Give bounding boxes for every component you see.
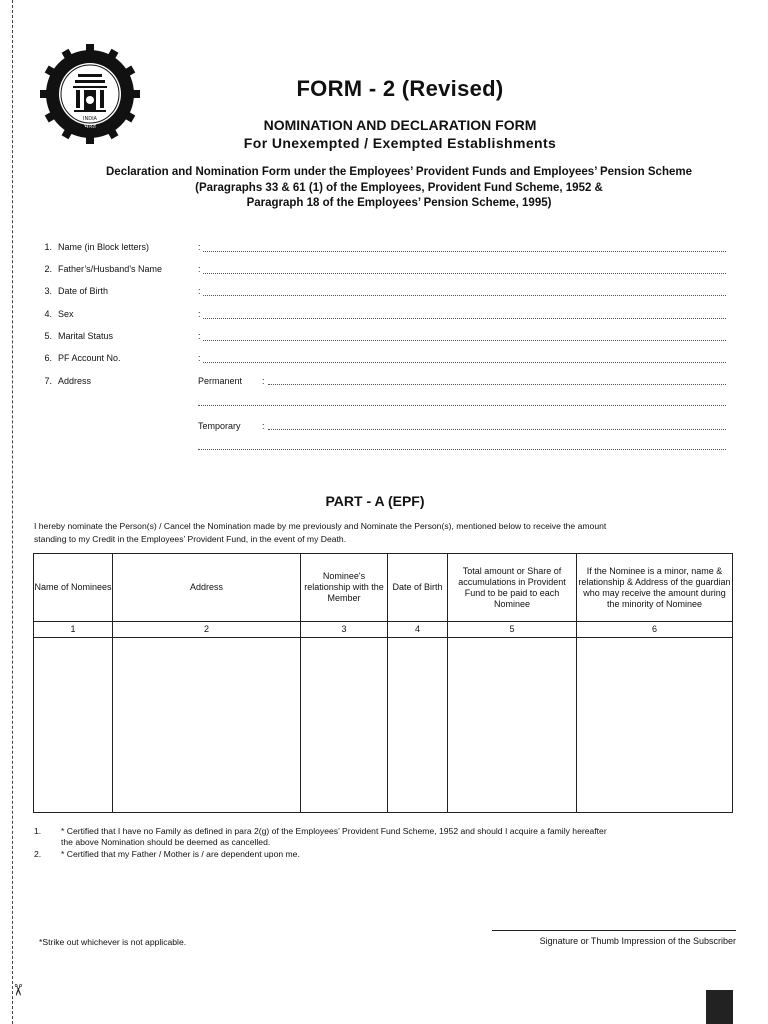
name-input-line[interactable]: [203, 251, 726, 252]
col-header-share: Total amount or Share of accumulations in Provident Fund to be paid to each Nominee: [458, 565, 566, 609]
nominee-entry-area[interactable]: [34, 638, 732, 811]
field-name: 1. Name (in Block letters) :: [38, 242, 738, 256]
note-number: 1.: [34, 826, 42, 836]
field-label: Marital Status: [58, 331, 114, 341]
dependency-note: * Certified that my Father / Mother is / are dependent upon me.: [61, 849, 300, 859]
epfo-emblem: [40, 44, 140, 144]
declaration-line: Declaration and Nomination Form under the Employees’ Provident Funds and Employees’ Pension Scheme: [106, 166, 692, 178]
field-date-of-birth: 3. Date of Birth :: [38, 286, 738, 300]
col-number: 1: [70, 624, 76, 634]
col-number: 4: [414, 624, 420, 634]
field-label: Father’s/Husband’s Name: [58, 264, 163, 274]
field-label: PF Account No.: [58, 353, 121, 363]
address-permanent-label: Permanent: [198, 376, 243, 386]
dob-input-line[interactable]: [203, 295, 726, 296]
declaration-line: Paragraph 18 of the Employees’ Pension Scheme, 1995): [246, 197, 552, 209]
field-address: 7. Address: [44, 376, 92, 386]
col-header-guardian: If the Nominee is a minor, name & relationship & Address of the guardian who may receive the amount during the minority of Nominee: [578, 565, 731, 609]
page-marker: [706, 990, 733, 1024]
address-temporary-label: Temporary: [198, 421, 241, 431]
form-title: FORM - 2 (Revised): [296, 76, 504, 101]
col-header-name: Name of Nominees: [34, 582, 112, 592]
part-a-heading: PART - A (EPF): [325, 493, 425, 509]
field-label: Name (in Block letters): [58, 242, 150, 252]
svg-text:भारत: भारत: [84, 123, 96, 130]
col-number: 3: [341, 624, 347, 634]
field-sex: 4. Sex :: [38, 309, 738, 323]
svg-text:INDIA: INDIA: [83, 116, 97, 122]
col-header-relationship: Nominee's relationship with the Member: [304, 571, 384, 603]
field-pf-account-no: 6. PF Account No. :: [38, 353, 738, 367]
col-number: 6: [651, 624, 657, 634]
certification-note-cont: the above Nomination should be deemed as cancelled.: [61, 837, 271, 847]
form-subtitle: NOMINATION AND DECLARATION FORM: [263, 117, 537, 133]
father-husband-input-line[interactable]: [203, 273, 726, 274]
field-label: Address: [58, 376, 92, 386]
certification-note: * Certified that I have no Family as defined in para 2(g) of the Employees’ Provident Fund Scheme, 1952 and should I acquire a family hereafter: [61, 826, 607, 836]
col-number: 2: [203, 624, 209, 634]
cut-line: [12, 0, 13, 1024]
field-marital-status: 5. Marital Status :: [38, 331, 738, 345]
col-header-dob: Date of Birth: [392, 582, 443, 592]
col-number: 5: [509, 624, 515, 634]
col-header-address: Address: [189, 582, 224, 592]
scissors-icon: ✂: [8, 983, 26, 997]
nomination-paragraph: I hereby nominate the Person(s) / Cancel the Nomination made by me previously and Nominate the Person(s), mentioned below to receive the amount: [34, 521, 607, 531]
signature-label: Signature or Thumb Impression of the Subscriber: [539, 936, 736, 946]
declaration-line: (Paragraphs 33 & 61 (1) of the Employees, Provident Fund Scheme, 1952 &: [195, 182, 603, 194]
form-subtitle-secondary: For Unexempted / Exempted Establishments: [243, 135, 557, 151]
permanent-address-input-line-2[interactable]: [198, 405, 726, 406]
nomination-paragraph-cont: standing to my Credit in the Employees’ Provident Fund, in the event of my Death.: [34, 534, 347, 544]
field-label: Date of Birth: [58, 286, 109, 296]
temporary-address-input-line-2[interactable]: [198, 449, 726, 450]
marital-status-input-line[interactable]: [203, 340, 726, 341]
nominee-table: [33, 553, 733, 813]
permanent-address-input-line[interactable]: [268, 384, 726, 385]
field-father-husband-name: 2. Father’s/Husband’s Name :: [38, 264, 738, 278]
sex-input-line[interactable]: [203, 318, 726, 319]
temporary-address-input-line[interactable]: [268, 429, 726, 430]
strike-out-note: *Strike out whichever is not applicable.: [39, 937, 187, 947]
field-label: Sex: [58, 309, 74, 319]
note-number: 2.: [34, 849, 42, 859]
pf-account-input-line[interactable]: [203, 362, 726, 363]
signature-line[interactable]: [492, 930, 736, 931]
